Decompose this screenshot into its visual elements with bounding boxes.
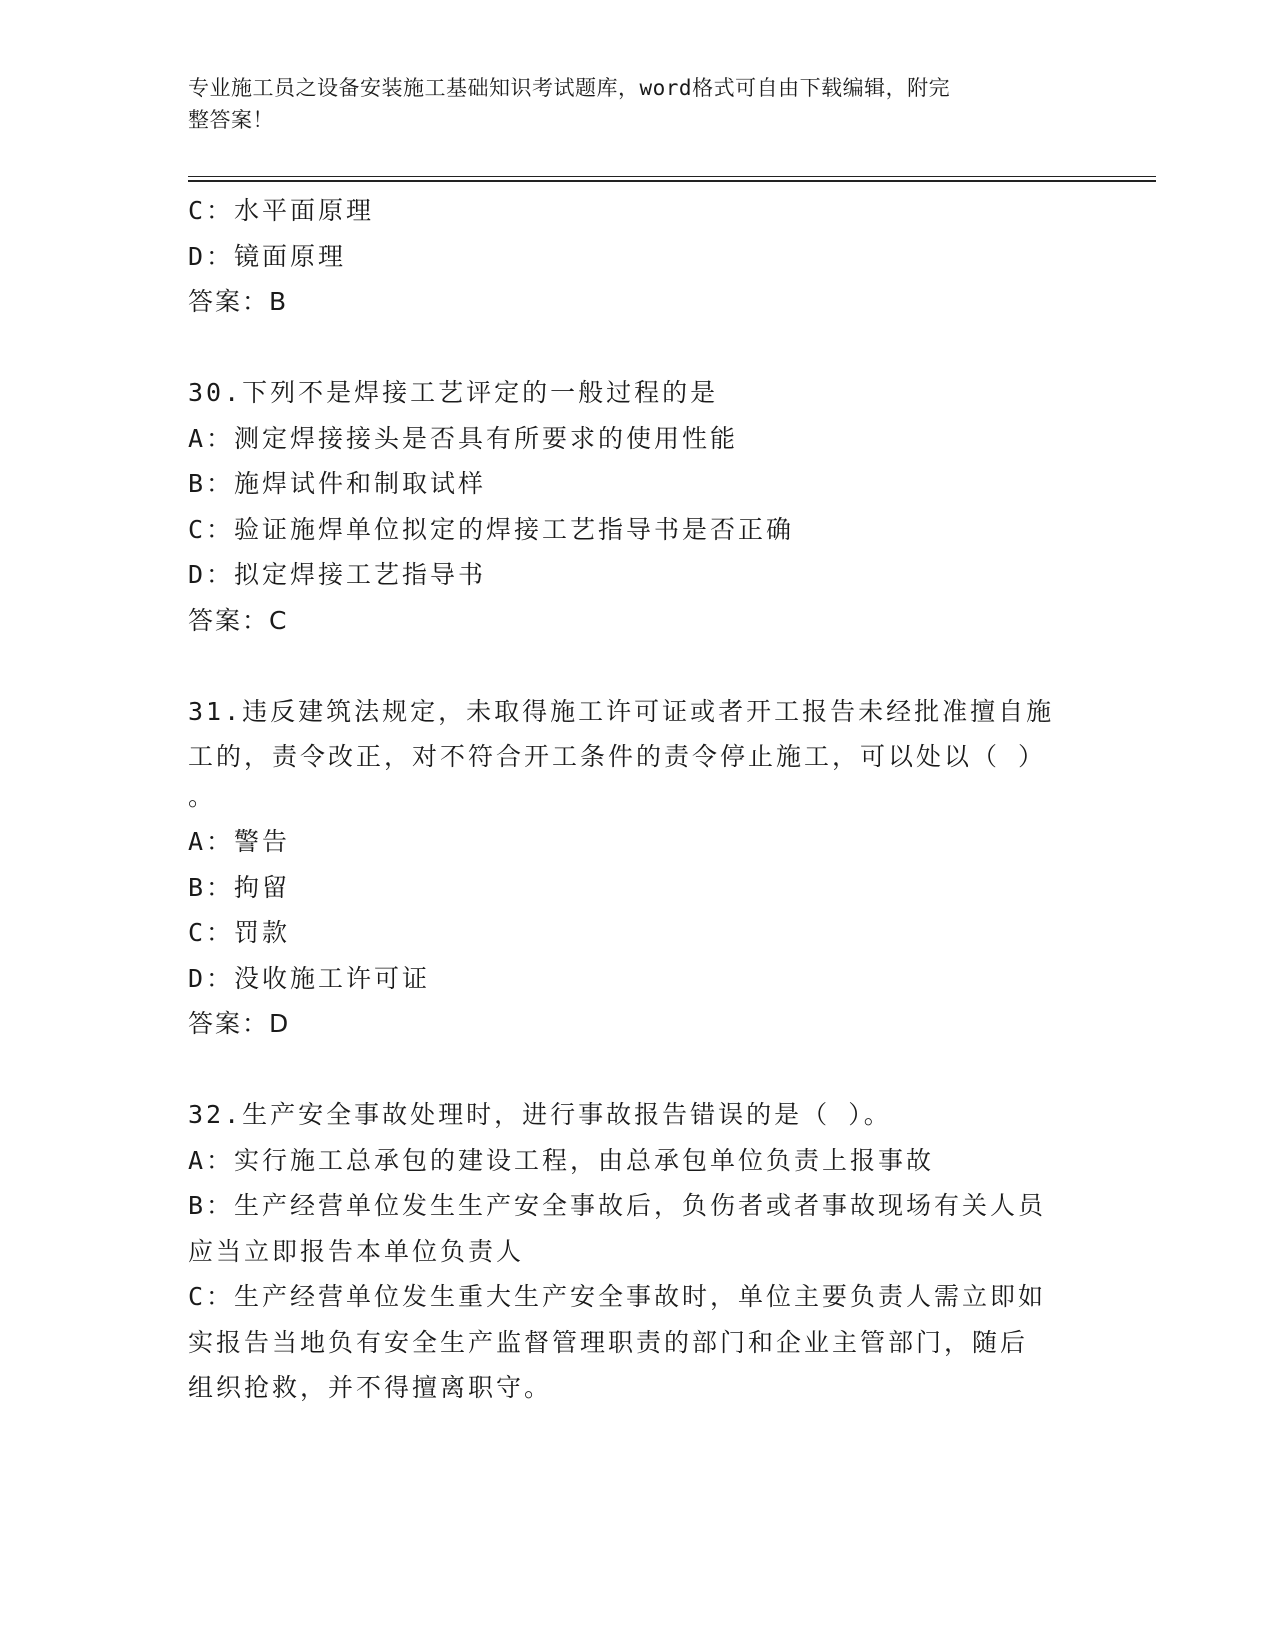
option-c-cont: 组织抢救，并不得擅离职守。 bbox=[188, 1373, 553, 1402]
answer-line: 答案：D bbox=[188, 1009, 291, 1038]
answer-line: 答案：B bbox=[188, 287, 289, 316]
question-stem: 32.生产安全事故处理时，进行事故报告错误的是（ ）。 bbox=[188, 1100, 892, 1129]
option-b: B：拘留 bbox=[188, 872, 291, 902]
question-stem: 31.违反建筑法规定，未取得施工许可证或者开工报告未经批准擅自施 bbox=[188, 696, 1055, 726]
option-d: D：镜面原理 bbox=[188, 241, 347, 271]
header-line: 专业施工员之设备安装施工基础知识考试题库，word格式可自由下载编辑，附完 bbox=[188, 76, 951, 100]
answer-line: 答案：C bbox=[188, 605, 289, 635]
question-list bbox=[188, 188, 1088, 1411]
option-a: A：测定焊接接头是否具有所要求的使用性能 bbox=[188, 423, 739, 453]
header-divider-thick bbox=[188, 180, 1156, 182]
option-c: C：水平面原理 bbox=[188, 196, 375, 225]
option-b: B：施焊试件和制取试样 bbox=[188, 469, 487, 498]
previous-question bbox=[188, 188, 1088, 325]
option-c-cont: 实报告当地负有安全生产监督管理职责的部门和企业主管部门，随后 bbox=[188, 1327, 1029, 1357]
question-stem-cont: 。 bbox=[188, 781, 217, 811]
question-stem-cont: 工的，责令改正，对不符合开工条件的责令停止施工，可以处以（ ） bbox=[188, 742, 1047, 771]
header-divider bbox=[188, 176, 1156, 177]
option-a: A：实行施工总承包的建设工程，由总承包单位负责上报事故 bbox=[188, 1145, 935, 1175]
option-d: D：没收施工许可证 bbox=[188, 963, 431, 993]
option-b-cont: 应当立即报告本单位负责人 bbox=[188, 1236, 525, 1266]
question-31 bbox=[188, 689, 1088, 1047]
option-a: A：警告 bbox=[188, 827, 291, 856]
header-line: 整答案！ bbox=[188, 108, 274, 132]
option-c: C：生产经营单位发生重大生产安全事故时，单位主要负责人需立即如 bbox=[188, 1282, 1047, 1311]
option-c: C：罚款 bbox=[188, 918, 291, 947]
question-stem: 30.下列不是焊接工艺评定的一般过程的是 bbox=[188, 378, 719, 407]
option-c: C：验证施焊单位拟定的焊接工艺指导书是否正确 bbox=[188, 514, 795, 544]
option-d: D：拟定焊接工艺指导书 bbox=[188, 560, 487, 589]
option-b: B：生产经营单位发生生产安全事故后，负伤者或者事故现场有关人员 bbox=[188, 1191, 1047, 1220]
document-header bbox=[188, 72, 1068, 136]
question-30 bbox=[188, 370, 1088, 643]
question-32 bbox=[188, 1092, 1088, 1411]
